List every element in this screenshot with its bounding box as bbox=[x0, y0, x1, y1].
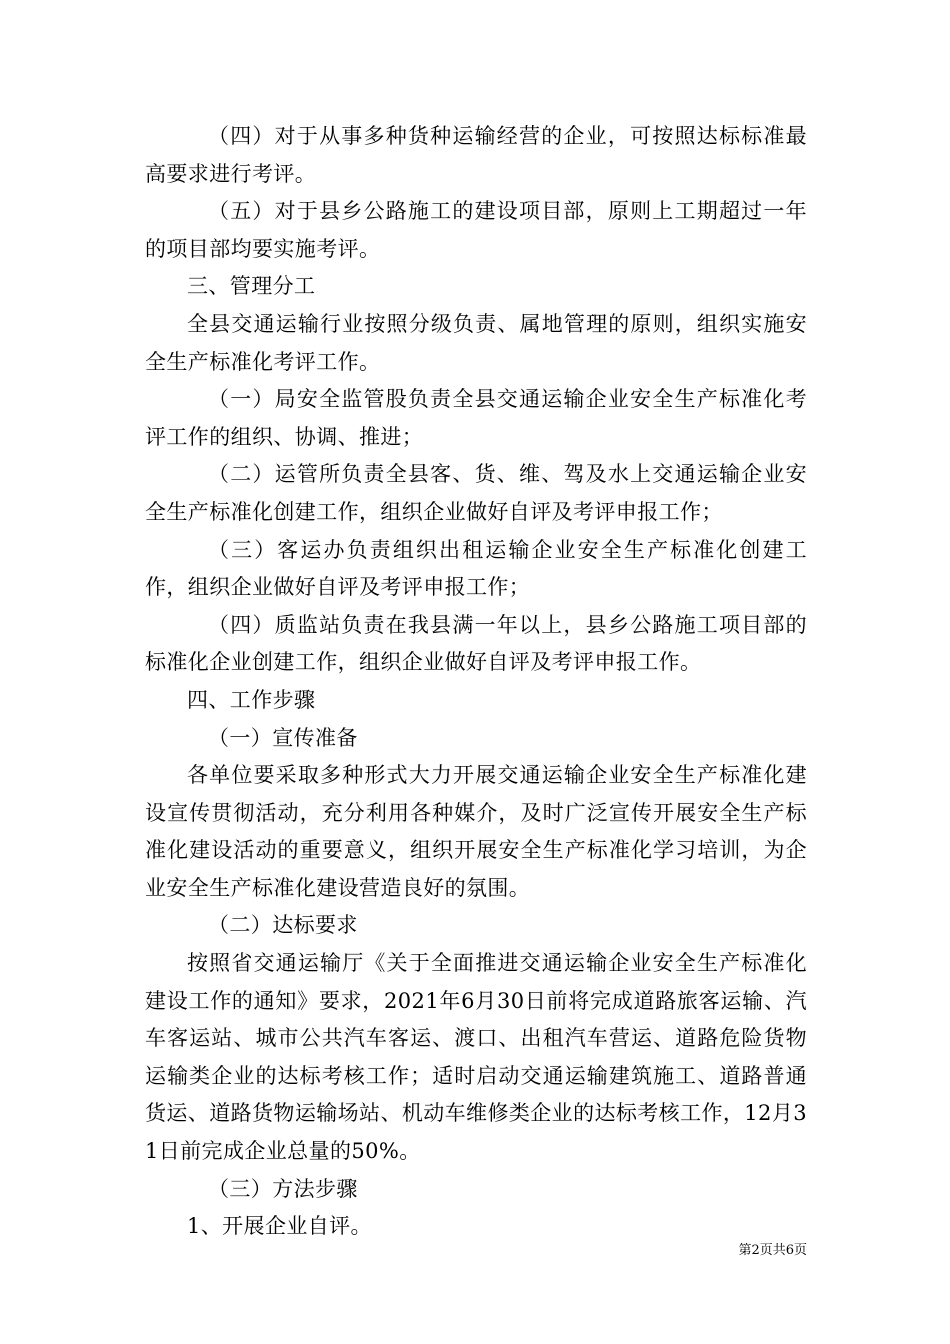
paragraph-duty-2: （二）运管所负责全县客、货、维、驾及水上交通运输企业安全生产标准化创建工作，组织企业做好自评及考评申报工作； bbox=[145, 462, 807, 524]
paragraph-publicity: 各单位要采取多种形式大力开展交通运输企业安全生产标准化建设宣传贯彻活动，充分利用各种媒介，及时广泛宣传开展安全生产标准化建设活动的重要意义，组织开展安全生产标准化学习培训，为企业安全生产标准化建设营造良好的氛围。 bbox=[145, 763, 807, 900]
section-heading-steps: 四、工作步骤 bbox=[187, 687, 316, 712]
paragraph-item-5-road-projects: （五）对于县乡公路施工的建设项目部，原则上工期超过一年的项目部均要实施考评。 bbox=[145, 199, 807, 261]
paragraph-duty-4: （四）质监站负责在我县满一年以上，县乡公路施工项目部的标准化企业创建工作，组织企业做好自评及考评申报工作。 bbox=[145, 612, 807, 675]
page-number: 第2页共6页 bbox=[738, 1243, 807, 1258]
section-heading-management: 三、管理分工 bbox=[187, 274, 316, 299]
paragraph-requirements: 按照省交通运输厅《关于全面推进交通运输企业安全生产标准化建设工作的通知》要求，2021年6月30日前将完成道路旅客运输、汽车客运站、城市公共汽车客运、渡口、出租汽车营运、道路危险货物运输类企业的达标考核工作；适时启动交通运输建筑施工、道路普通货运、道路货物运输场站、机动车维修类企业的达标考核工作，12月31日前完成企业总量的50%。 bbox=[145, 951, 807, 1164]
subheading-requirements: （二）达标要求 bbox=[208, 913, 358, 938]
paragraph-management-intro: 全县交通运输行业按照分级负责、属地管理的原则，组织实施安全生产标准化考评工作。 bbox=[145, 311, 807, 374]
paragraph-duty-1: （一）局安全监管股负责全县交通运输企业安全生产标准化考评工作的组织、协调、推进； bbox=[145, 387, 807, 449]
subheading-methods: （三）方法步骤 bbox=[208, 1176, 358, 1201]
paragraph-self-assessment: 1、开展企业自评。 bbox=[187, 1214, 372, 1239]
document-body bbox=[145, 118, 807, 1246]
paragraph-duty-3: （三）客运办负责组织出租运输企业安全生产标准化创建工作，组织企业做好自评及考评申报工作； bbox=[145, 537, 807, 600]
paragraph-item-4-freight: （四）对于从事多种货种运输经营的企业，可按照达标标准最高要求进行考评。 bbox=[145, 124, 807, 186]
subheading-publicity: （一）宣传准备 bbox=[208, 725, 358, 750]
